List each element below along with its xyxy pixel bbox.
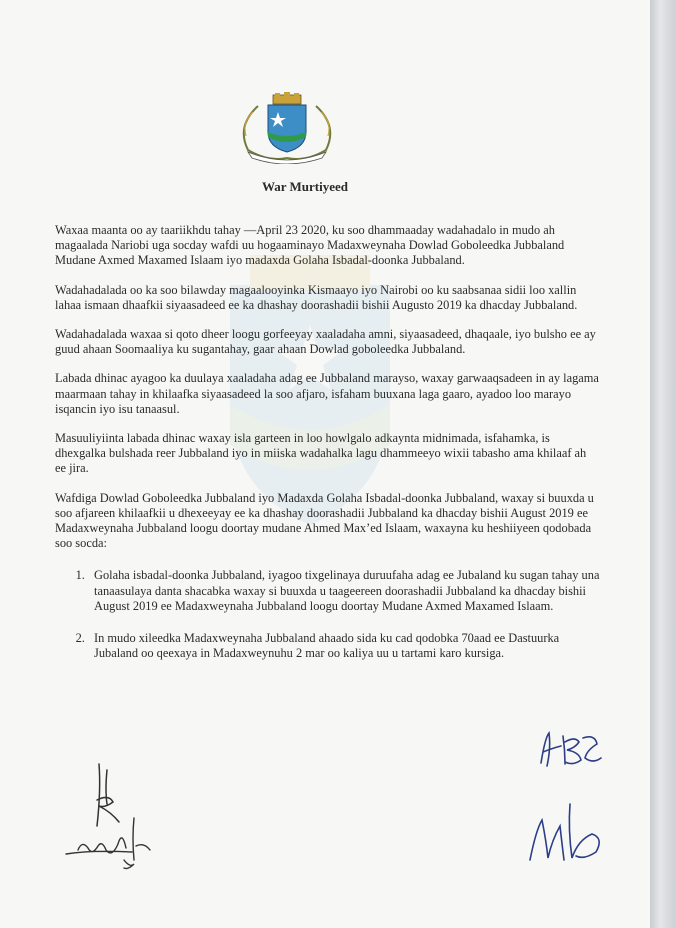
paragraph: Waxaa maanta oo ay taariikhdu tahay —April 23 2020, ku soo dhammaaday wadahadalo in mudo ah magaalada Nariobi uga socday wafdi uu hogaaminayo Madaxweynaha Dowlad Goboleedka Jubbaland Mudane Axmed Maxamed Islaam iyo madaxda Golaha Isbadal-doonka Jubbaland.	[55, 223, 565, 268]
page-edge	[650, 0, 675, 928]
paragraph: Wadahadalada oo ka soo bilawday magaalooyinka Kismaayo iyo Nairobi oo ku saabsanaa sidii loo xallin lahaa ismaan dhaafkii siyaasadeed ee ka dhashay doorashadii bishii Augusto 2019 ka dhacday Jubbaland.	[55, 282, 578, 312]
document-body	[55, 223, 600, 678]
list-item: 1. Golaha isbadal-doonka Jubbaland, iyagoo tixgelinaya duruufaha adag ee Jubaland ku sugan tahay una tanaasulaya danta shacabka waxay si buuxda u taageereen doorashadii Jubbaland ka dhacday bishii August 2019 ee Madaxweynaha Jubbaland loogu doortay Mudane Axmed Maxamed Islaam.	[88, 568, 600, 614]
paragraph: Labada dhinac ayagoo ka duulaya xaaladaha adag ee Jubbaland marayso, waxay garwaaqsadeen in ay lagama maarmaan tahay in khilaafka siyaasadeed la soo afjaro, isfaham buuxana laga gaaro, ayadoo loo marayo isqancin iyo isu tanaasul.	[55, 371, 599, 416]
agreement-points-list	[55, 568, 600, 661]
jubbaland-emblem-icon	[228, 92, 346, 164]
paragraph: Wadahadalada waxaa si qoto dheer loogu gorfeeyay xaaladaha amni, siyaasadeed, dhaqaale, iyo bulsho ee ay guud ahaan Soomaaliya ku sugantahay, gaar ahaan Dowlad goboleedka Jubbaland.	[55, 327, 596, 357]
signature-top-right	[535, 728, 605, 770]
paragraph: Wafdiga Dowlad Goboleedka Jubbaland iyo Madaxda Golaha Isbadal-doonka Jubbaland, waxay si buuxda u soo afjareen khilaafkii u dhexeeyay ee ka dhashay doorashadii Jubbaland ka dhacday bishii August 2019 ee Madaxweynaha Jubbaland loogu doortay mudane Ahmed Max’ed Islaam, waxayna ku heshiiyeen qodobada soo socda:	[55, 490, 594, 551]
paragraph: Masuuliyiinta labada dhinac waxay isla garteen in loo howlgalo adkaynta midnimada, isfahamka, is dhexgalka bulshada reer Jubbaland iyo in miiska wadahalka lagu dhammeeyo wixii tabasho ama khilaaf ah ee jira.	[55, 431, 587, 476]
signature-left-lower	[62, 810, 157, 872]
list-item: 2. In mudo xileedka Madaxweynaha Jubbaland ahaado sida ku cad qodobka 70aad ee Dastuurka Jubaland oo qeexaya in Madaxweynuhu 2 mar oo kaliya uu u tartami karo kursiga.	[88, 631, 600, 661]
document-title: War Murtiyeed	[261, 179, 349, 194]
signature-bottom-right	[520, 800, 610, 870]
